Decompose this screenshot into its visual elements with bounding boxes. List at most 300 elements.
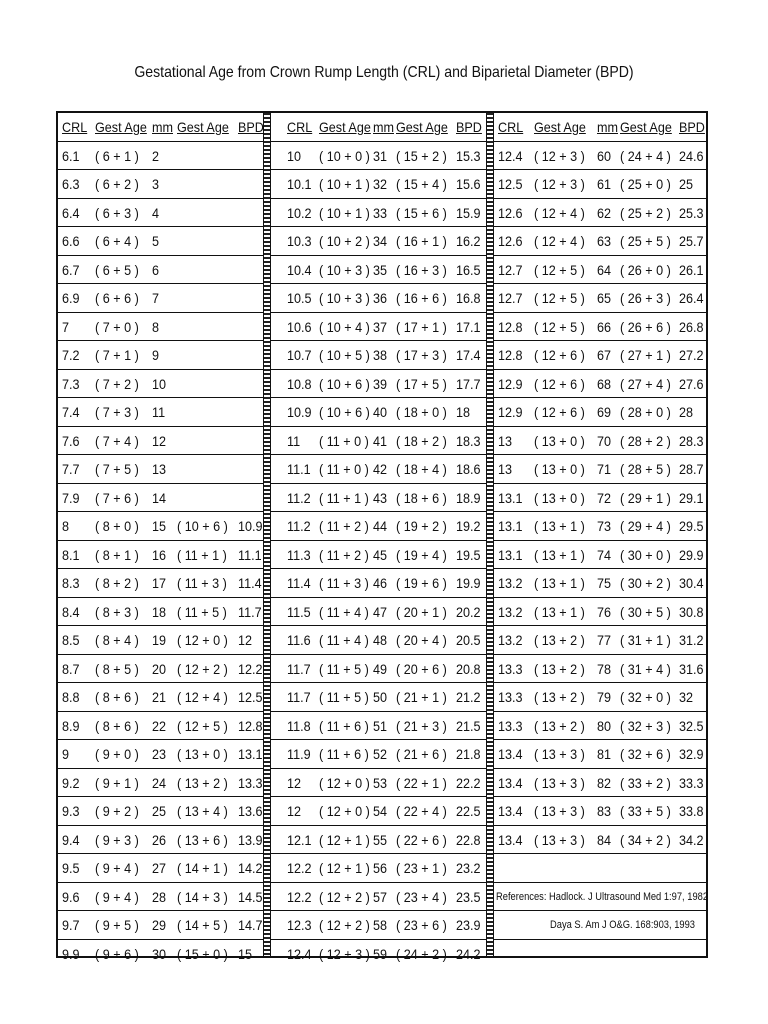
crl-cell: 10.3 (287, 233, 312, 249)
crl-gest-age-cell: ( 9 + 2 ) (95, 803, 139, 819)
mm-cell: 76 (597, 603, 612, 620)
mm-cell: 16 (152, 546, 167, 563)
column-header: Gest Age (534, 119, 586, 135)
bpd-gest-age-cell: ( 25 + 5 ) (620, 233, 671, 249)
mm-cell: 68 (597, 375, 612, 392)
crl-gest-age-cell: ( 10 + 6 ) (319, 404, 370, 420)
bpd-gest-age-cell: ( 30 + 5 ) (620, 603, 671, 620)
page-title: Gestational Age from Crown Rump Length (CRL) and Biparietal Diameter (BPD) (134, 64, 634, 81)
bpd-gest-age-cell: ( 31 + 1 ) (620, 632, 671, 648)
table-row (58, 655, 263, 684)
bpd-cell: 22.5 (456, 803, 481, 819)
crl-gest-age-cell: ( 8 + 4 ) (95, 632, 139, 648)
crl-cell: 13.2 (498, 603, 523, 620)
crl-cell: 13.2 (498, 632, 523, 648)
crl-gest-age-cell: ( 11 + 2 ) (319, 518, 369, 534)
crl-gest-age-cell: ( 12 + 4 ) (534, 204, 585, 221)
crl-gest-age-cell: ( 8 + 6 ) (95, 717, 139, 734)
bpd-cell: 15.9 (456, 204, 481, 221)
bpd-cell: 18 (456, 404, 471, 420)
crl-cell: 8.9 (62, 717, 80, 734)
table-row (494, 142, 706, 171)
table-row (494, 826, 706, 855)
table-row (271, 826, 486, 855)
bpd-gest-age-cell: ( 20 + 6 ) (396, 660, 447, 677)
bpd-cell: 26.4 (679, 290, 704, 306)
mm-cell: 43 (373, 489, 388, 506)
mm-cell: 81 (597, 746, 612, 762)
mm-cell: 2 (152, 147, 160, 164)
table-row (271, 284, 486, 313)
bpd-cell: 17.1 (456, 318, 481, 335)
bpd-cell: 28.3 (679, 432, 704, 449)
column-header: mm (597, 119, 618, 135)
bpd-gest-age-cell: ( 23 + 1 ) (396, 860, 447, 876)
table-row (58, 712, 263, 741)
mm-cell: 45 (373, 546, 388, 563)
mm-cell: 21 (152, 689, 167, 705)
mm-cell: 14 (152, 489, 167, 506)
bpd-cell: 11.4 (238, 575, 262, 591)
crl-gest-age-cell: ( 12 + 2 ) (319, 917, 370, 933)
crl-cell: 11.6 (287, 632, 311, 648)
bpd-cell: 12 (238, 632, 253, 648)
crl-cell: 7.3 (62, 375, 80, 392)
crl-gest-age-cell: ( 11 + 0 ) (319, 461, 369, 477)
bpd-gest-age-cell: ( 10 + 6 ) (177, 518, 228, 534)
crl-cell: 11.7 (287, 689, 311, 705)
bpd-cell: 34.2 (679, 831, 704, 848)
mm-cell: 74 (597, 546, 612, 563)
crl-gest-age-cell: ( 13 + 2 ) (534, 689, 585, 705)
crl-gest-age-cell: ( 13 + 0 ) (534, 461, 585, 477)
mm-cell: 4 (152, 204, 160, 221)
bpd-cell: 10.9 (238, 518, 263, 534)
crl-cell: 12.6 (498, 233, 523, 249)
crl-gest-age-cell: ( 11 + 5 ) (319, 660, 369, 677)
table-header-row (271, 113, 486, 142)
bpd-cell: 22.2 (456, 774, 481, 791)
bpd-gest-age-cell: ( 18 + 0 ) (396, 404, 447, 420)
bpd-cell: 13.3 (238, 774, 263, 791)
bpd-gest-age-cell: ( 21 + 3 ) (396, 717, 447, 734)
crl-cell: 12.7 (498, 290, 523, 306)
table-row (494, 541, 706, 570)
column-separator (486, 113, 494, 956)
bpd-cell: 12.2 (238, 660, 263, 677)
bpd-cell: 26.1 (679, 261, 704, 278)
bpd-gest-age-cell: ( 13 + 2 ) (177, 774, 228, 791)
bpd-gest-age-cell: ( 32 + 6 ) (620, 746, 671, 762)
crl-cell: 11.9 (287, 746, 311, 762)
bpd-gest-age-cell: ( 17 + 5 ) (396, 375, 447, 392)
crl-cell: 6.6 (62, 233, 80, 249)
mm-cell: 54 (373, 803, 388, 819)
table-row (271, 883, 486, 912)
mm-cell: 38 (373, 347, 388, 363)
mm-cell: 18 (152, 603, 167, 620)
bpd-cell: 14.2 (238, 860, 263, 876)
crl-gest-age-cell: ( 10 + 3 ) (319, 261, 370, 278)
crl-cell: 12.4 (498, 147, 523, 164)
table-row (271, 427, 486, 456)
bpd-gest-age-cell: ( 33 + 5 ) (620, 803, 671, 819)
mm-cell: 77 (597, 632, 612, 648)
table-row (58, 170, 263, 199)
crl-gest-age-cell: ( 11 + 4 ) (319, 632, 369, 648)
mm-cell: 51 (373, 717, 388, 734)
column-header: mm (373, 119, 394, 135)
bpd-cell: 27.2 (679, 347, 704, 363)
bpd-cell: 15 (238, 945, 253, 962)
crl-cell: 12.8 (498, 318, 523, 335)
bpd-cell: 30.8 (679, 603, 704, 620)
bpd-cell: 31.6 (679, 660, 704, 677)
mm-cell: 66 (597, 318, 612, 335)
table-row (58, 341, 263, 370)
bpd-cell: 33.3 (679, 774, 704, 791)
crl-cell: 11.1 (287, 461, 311, 477)
table-row (58, 256, 263, 285)
crl-cell: 8.5 (62, 632, 80, 648)
mm-cell: 25 (152, 803, 167, 819)
mm-cell: 37 (373, 318, 388, 335)
mm-cell: 5 (152, 233, 160, 249)
crl-cell: 12 (287, 774, 302, 791)
mm-cell: 52 (373, 746, 388, 762)
table-row (58, 854, 263, 883)
bpd-cell: 32.5 (679, 717, 704, 734)
crl-cell: 13.4 (498, 774, 523, 791)
crl-cell: 10.8 (287, 375, 312, 392)
crl-cell: 8.3 (62, 575, 80, 591)
mm-cell: 34 (373, 233, 388, 249)
table-row (58, 142, 263, 171)
bpd-cell: 19.9 (456, 575, 481, 591)
mm-cell: 3 (152, 176, 160, 192)
bpd-cell: 25.7 (679, 233, 704, 249)
table-row (494, 455, 706, 484)
bpd-cell: 12.5 (238, 689, 263, 705)
table-row (58, 598, 263, 627)
crl-gest-age-cell: ( 6 + 1 ) (95, 147, 139, 164)
bpd-cell: 11.1 (238, 546, 262, 563)
mm-cell: 44 (373, 518, 388, 534)
bpd-cell: 26.8 (679, 318, 704, 335)
crl-gest-age-cell: ( 12 + 3 ) (534, 176, 585, 192)
bpd-cell: 16.2 (456, 233, 481, 249)
mm-cell: 62 (597, 204, 612, 221)
mm-cell: 83 (597, 803, 612, 819)
crl-cell: 13 (498, 461, 513, 477)
crl-gest-age-cell: ( 11 + 3 ) (319, 575, 369, 591)
crl-cell: 10 (287, 147, 302, 164)
crl-cell: 7 (62, 318, 70, 335)
crl-cell: 9.7 (62, 917, 80, 933)
table-row (271, 712, 486, 741)
mm-cell: 57 (373, 888, 388, 905)
bpd-cell: 19.5 (456, 546, 481, 563)
crl-cell: 13.4 (498, 803, 523, 819)
crl-cell: 12.8 (498, 347, 523, 363)
mm-cell: 11 (152, 404, 166, 420)
mm-cell: 69 (597, 404, 612, 420)
mm-cell: 58 (373, 917, 388, 933)
bpd-cell: 33.8 (679, 803, 704, 819)
crl-cell: 12.4 (287, 945, 312, 962)
crl-cell: 11.2 (287, 489, 311, 506)
crl-gest-age-cell: ( 13 + 0 ) (534, 432, 585, 449)
crl-gest-age-cell: ( 7 + 3 ) (95, 404, 139, 420)
column-header: BPD (238, 119, 264, 135)
table-row (494, 313, 706, 342)
crl-cell: 13 (498, 432, 513, 449)
crl-gest-age-cell: ( 6 + 5 ) (95, 261, 139, 278)
mm-cell: 79 (597, 689, 612, 705)
bpd-cell: 19.2 (456, 518, 481, 534)
crl-gest-age-cell: ( 7 + 0 ) (95, 318, 139, 335)
table-row (494, 683, 706, 712)
mm-cell: 67 (597, 347, 612, 363)
table-row (271, 484, 486, 513)
mm-cell: 78 (597, 660, 612, 677)
bpd-gest-age-cell: ( 32 + 0 ) (620, 689, 671, 705)
bpd-gest-age-cell: ( 21 + 6 ) (396, 746, 447, 762)
bpd-gest-age-cell: ( 19 + 2 ) (396, 518, 447, 534)
bpd-gest-age-cell: ( 14 + 1 ) (177, 860, 228, 876)
crl-gest-age-cell: ( 13 + 3 ) (534, 774, 585, 791)
column-header: Gest Age (620, 119, 672, 135)
crl-cell: 12.7 (498, 261, 523, 278)
bpd-cell: 27.6 (679, 375, 704, 392)
table-row (271, 683, 486, 712)
bpd-cell: 14.7 (238, 917, 263, 933)
table-row (58, 370, 263, 399)
bpd-gest-age-cell: ( 16 + 6 ) (396, 290, 447, 306)
crl-cell: 6.9 (62, 290, 80, 306)
crl-gest-age-cell: ( 12 + 6 ) (534, 404, 585, 420)
crl-gest-age-cell: ( 8 + 2 ) (95, 575, 139, 591)
mm-cell: 72 (597, 489, 612, 506)
crl-gest-age-cell: ( 12 + 6 ) (534, 347, 585, 363)
bpd-cell: 29.9 (679, 546, 704, 563)
bpd-gest-age-cell: ( 16 + 1 ) (396, 233, 447, 249)
bpd-cell: 15.6 (456, 176, 481, 192)
mm-cell: 70 (597, 432, 612, 449)
mm-cell: 9 (152, 347, 160, 363)
mm-cell: 12 (152, 432, 167, 449)
mm-cell: 10 (152, 375, 167, 392)
crl-cell: 12.2 (287, 888, 312, 905)
crl-cell: 12 (287, 803, 302, 819)
table-row (271, 655, 486, 684)
bpd-gest-age-cell: ( 20 + 1 ) (396, 603, 447, 620)
bpd-gest-age-cell: ( 32 + 3 ) (620, 717, 671, 734)
crl-gest-age-cell: ( 13 + 3 ) (534, 746, 585, 762)
column-separator (263, 113, 271, 956)
crl-cell: 10.7 (287, 347, 312, 363)
table-row (271, 313, 486, 342)
bpd-gest-age-cell: ( 26 + 3 ) (620, 290, 671, 306)
crl-gest-age-cell: ( 11 + 4 ) (319, 603, 369, 620)
crl-cell: 13.4 (498, 746, 523, 762)
crl-cell: 12.9 (498, 404, 523, 420)
crl-gest-age-cell: ( 11 + 6 ) (319, 746, 369, 762)
bpd-gest-age-cell: ( 31 + 4 ) (620, 660, 671, 677)
mm-cell: 63 (597, 233, 612, 249)
bpd-cell: 13.9 (238, 831, 263, 848)
table-row (494, 712, 706, 741)
bpd-cell: 24.2 (456, 945, 481, 962)
table-row (494, 797, 706, 826)
crl-gest-age-cell: ( 7 + 2 ) (95, 375, 139, 392)
table-row (494, 284, 706, 313)
crl-cell: 7.2 (62, 347, 80, 363)
crl-cell: 8 (62, 518, 70, 534)
crl-gest-age-cell: ( 8 + 5 ) (95, 660, 139, 677)
crl-cell: 13.3 (498, 660, 523, 677)
crl-gest-age-cell: ( 13 + 0 ) (534, 489, 585, 506)
crl-gest-age-cell: ( 11 + 0 ) (319, 432, 369, 449)
crl-gest-age-cell: ( 13 + 2 ) (534, 717, 585, 734)
mm-cell: 35 (373, 261, 388, 278)
bpd-cell: 13.1 (238, 746, 263, 762)
crl-gest-age-cell: ( 13 + 1 ) (534, 546, 585, 563)
bpd-gest-age-cell: ( 28 + 0 ) (620, 404, 671, 420)
bpd-gest-age-cell: ( 18 + 2 ) (396, 432, 447, 449)
table-row (271, 341, 486, 370)
crl-cell: 7.9 (62, 489, 80, 506)
crl-gest-age-cell: ( 12 + 1 ) (319, 831, 370, 848)
mm-cell: 49 (373, 660, 388, 677)
crl-gest-age-cell: ( 12 + 3 ) (534, 147, 585, 164)
bpd-gest-age-cell: ( 30 + 2 ) (620, 575, 671, 591)
bpd-gest-age-cell: ( 11 + 1 ) (177, 546, 227, 563)
bpd-cell: 23.2 (456, 860, 481, 876)
crl-gest-age-cell: ( 11 + 6 ) (319, 717, 369, 734)
table-row (271, 142, 486, 171)
bpd-cell: 24.6 (679, 147, 704, 164)
bpd-gest-age-cell: ( 15 + 2 ) (396, 147, 447, 164)
bpd-cell: 22.8 (456, 831, 481, 848)
table-row (58, 484, 263, 513)
table-row (271, 740, 486, 769)
crl-cell: 10.9 (287, 404, 312, 420)
crl-cell: 9.4 (62, 831, 80, 848)
bpd-cell: 20.2 (456, 603, 481, 620)
bpd-gest-age-cell: ( 20 + 4 ) (396, 632, 447, 648)
table-row (271, 227, 486, 256)
mm-cell: 23 (152, 746, 167, 762)
crl-cell: 13.2 (498, 575, 523, 591)
mm-cell: 6 (152, 261, 160, 278)
bpd-cell: 20.5 (456, 632, 481, 648)
bpd-cell: 18.3 (456, 432, 481, 449)
crl-gest-age-cell: ( 8 + 0 ) (95, 518, 139, 534)
mm-cell: 84 (597, 831, 612, 848)
table-row (58, 683, 263, 712)
mm-cell: 82 (597, 774, 612, 791)
mm-cell: 26 (152, 831, 167, 848)
bpd-gest-age-cell: ( 24 + 4 ) (620, 147, 671, 164)
table-row (271, 569, 486, 598)
table-row (271, 370, 486, 399)
bpd-cell: 23.5 (456, 888, 481, 905)
crl-gest-age-cell: ( 6 + 6 ) (95, 290, 139, 306)
bpd-gest-age-cell: ( 15 + 6 ) (396, 204, 447, 221)
mm-cell: 53 (373, 774, 388, 791)
mm-cell: 8 (152, 318, 160, 335)
bpd-gest-age-cell: ( 14 + 3 ) (177, 888, 228, 905)
reference-line-1: References: Hadlock. J Ultrasound Med 1:97, 1982 (496, 890, 709, 903)
bpd-cell: 32.9 (679, 746, 704, 762)
table-row (58, 313, 263, 342)
table-header-row (494, 113, 706, 142)
mm-cell: 32 (373, 176, 388, 192)
bpd-gest-age-cell: ( 12 + 2 ) (177, 660, 228, 677)
bpd-gest-age-cell: ( 11 + 3 ) (177, 575, 227, 591)
crl-cell: 11.8 (287, 717, 311, 734)
bpd-cell: 17.7 (456, 375, 481, 392)
crl-cell: 10.4 (287, 261, 312, 278)
table-row (271, 398, 486, 427)
crl-cell: 13.1 (498, 489, 523, 506)
crl-gest-age-cell: ( 12 + 6 ) (534, 375, 585, 392)
crl-gest-age-cell: ( 7 + 1 ) (95, 347, 139, 363)
mm-cell: 56 (373, 860, 388, 876)
table-row (494, 626, 706, 655)
mm-cell: 22 (152, 717, 167, 734)
crl-gest-age-cell: ( 10 + 5 ) (319, 347, 370, 363)
crl-cell: 10.2 (287, 204, 312, 221)
crl-gest-age-cell: ( 9 + 0 ) (95, 746, 139, 762)
crl-cell: 9.2 (62, 774, 80, 791)
bpd-gest-age-cell: ( 27 + 1 ) (620, 347, 671, 363)
bpd-cell: 21.2 (456, 689, 481, 705)
bpd-cell: 14.5 (238, 888, 263, 905)
table-row (58, 227, 263, 256)
crl-gest-age-cell: ( 13 + 1 ) (534, 518, 585, 534)
bpd-gest-age-cell: ( 29 + 4 ) (620, 518, 671, 534)
column-header: Gest Age (95, 119, 147, 135)
bpd-gest-age-cell: ( 34 + 2 ) (620, 831, 671, 848)
bpd-cell: 23.9 (456, 917, 481, 933)
crl-cell: 12.1 (287, 831, 312, 848)
crl-gest-age-cell: ( 12 + 5 ) (534, 290, 585, 306)
bpd-cell: 28.7 (679, 461, 704, 477)
mm-cell: 40 (373, 404, 388, 420)
mm-cell: 42 (373, 461, 388, 477)
table-row (494, 256, 706, 285)
crl-cell: 10.1 (287, 176, 312, 192)
crl-gest-age-cell: ( 12 + 4 ) (534, 233, 585, 249)
bpd-cell: 25.3 (679, 204, 704, 221)
column-header: CRL (62, 119, 88, 135)
crl-cell: 9.6 (62, 888, 80, 905)
bpd-gest-age-cell: ( 24 + 2 ) (396, 945, 447, 962)
crl-gest-age-cell: ( 9 + 1 ) (95, 774, 139, 791)
crl-cell: 10.5 (287, 290, 312, 306)
table-row (271, 455, 486, 484)
crl-gest-age-cell: ( 10 + 2 ) (319, 233, 370, 249)
crl-cell: 6.1 (62, 147, 80, 164)
crl-gest-age-cell: ( 10 + 4 ) (319, 318, 370, 335)
bpd-gest-age-cell: ( 29 + 1 ) (620, 489, 671, 506)
blank-row (494, 911, 706, 940)
crl-cell: 9 (62, 746, 70, 762)
crl-cell: 11.2 (287, 518, 311, 534)
crl-cell: 8.8 (62, 689, 80, 705)
